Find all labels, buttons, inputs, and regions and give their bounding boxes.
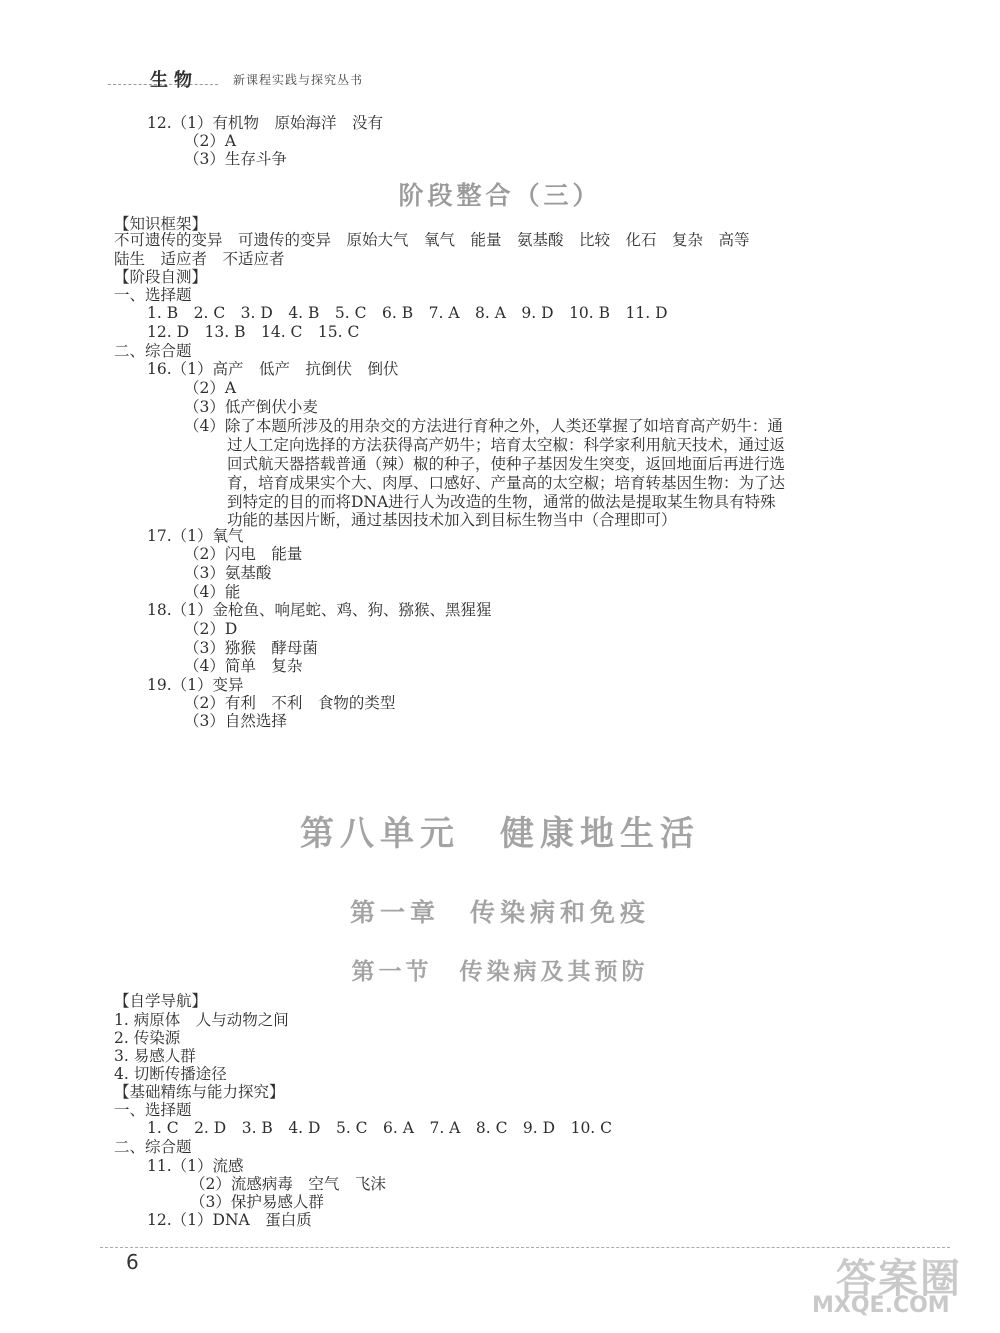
answer-line: 一、选择题 [114, 286, 192, 304]
answer-line: 育，培育成果实个大、肉厚、口感好、产量高的太空椒；培育转基因生物：为了达 [227, 474, 786, 492]
answer-line: （2）A [184, 379, 237, 397]
unit-heading: 第八单元 健康地生活 [300, 814, 700, 854]
answer-line: （3）氨基酸 [184, 564, 272, 582]
watermark-logo-text: 答案圈 [836, 1256, 962, 1302]
answer-line: （4）除了本题所涉及的用杂交的方法进行育种之外，人类还掌握了如培育高产奶牛：通 [184, 417, 783, 435]
answer-line: 18.（1）金枪鱼、响尾蛇、鸡、狗、猕猴、黑猩猩 [147, 601, 492, 619]
answer-line: 二、综合题 [114, 1138, 192, 1156]
answer-line: 1. C 2. D 3. B 4. D 5. C 6. A 7. A 8. C 9. D 10. C [147, 1119, 613, 1137]
answer-line: 到特定的目的而将DNA进行人为改造的生物，通常的做法是提取某生物具有特殊 [227, 493, 776, 511]
page-number: 6 [126, 1250, 139, 1274]
stage-heading: 阶段整合（三） [398, 181, 602, 210]
answer-line: 4. 切断传播途径 [114, 1065, 227, 1083]
answer-line: （3）生存斗争 [184, 150, 287, 168]
answer-line: （3）保护易感人群 [190, 1193, 324, 1211]
answer-line: （3）低产倒伏小麦 [184, 398, 318, 416]
section-heading: 第一节 传染病及其预防 [351, 958, 649, 985]
answer-line: 功能的基因片断，通过基因技术加入到目标生物当中（合理即可） [227, 511, 677, 529]
answer-line: 11.（1）流感 [147, 1157, 244, 1175]
answer-line: 一、选择题 [114, 1101, 192, 1119]
answer-line: 【基础精练与能力探究】 [114, 1083, 285, 1101]
answer-line: 16.（1）高产 低产 抗倒伏 倒伏 [147, 360, 399, 378]
answer-line: 【自学导航】 [114, 992, 208, 1010]
answer-line: 12.（1）有机物 原始海洋 没有 [147, 114, 384, 132]
answer-line: 1. 病原体 人与动物之间 [114, 1011, 289, 1029]
answer-line: （3）自然选择 [184, 712, 287, 730]
answer-line: 【知识框架】 [114, 215, 208, 233]
watermark-url: MXQE.COM [812, 1293, 950, 1318]
answer-line: （2）A [184, 132, 237, 150]
answer-line: 2. 传染源 [114, 1029, 181, 1047]
answer-line: 1. B 2. C 3. D 4. B 5. C 6. B 7. A 8. A 9. D 10. B 11. D [147, 304, 668, 322]
answer-line: 陆生 适应者 不适应者 [114, 250, 285, 268]
chapter-heading: 第一章 传染病和免疫 [349, 898, 650, 927]
answer-line: （2）闪电 能量 [184, 545, 303, 563]
answer-line: （2）D [184, 620, 238, 638]
answer-line: 17.（1）氧气 [147, 527, 244, 545]
answer-line: 过人工定向选择的方法获得高产奶牛；培育太空椒：科学家利用航天技术，通过返 [227, 436, 786, 454]
answer-line: 【阶段自测】 [114, 268, 208, 286]
answer-line: （4）能 [184, 583, 241, 601]
answer-line: 12.（1）DNA 蛋白质 [147, 1211, 312, 1229]
answer-line: （4）简单 复杂 [184, 657, 303, 675]
answer-line: 3. 易感人群 [114, 1047, 196, 1065]
answer-line: （2）有利 不利 食物的类型 [184, 694, 396, 712]
header-subject: 生物 [150, 70, 198, 91]
answer-line: 二、综合题 [114, 342, 192, 360]
footer-rule [100, 1247, 950, 1248]
answer-line: 不可遗传的变异 可遗传的变异 原始大气 氧气 能量 氨基酸 比较 化石 复杂 高等 [114, 231, 750, 249]
answer-line: （3）猕猴 酵母菌 [184, 639, 318, 657]
answer-line: （2）流感病毒 空气 飞沫 [190, 1175, 386, 1193]
answer-line: 回式航天器搭载普通（辣）椒的种子，使种子基因发生突变，返回地面后再进行选 [227, 455, 786, 473]
answer-line: 19.（1）变异 [147, 676, 244, 694]
answer-line: 12. D 13. B 14. C 15. C [147, 323, 360, 341]
header-series-title: 新课程实践与探究丛书 [233, 73, 364, 87]
